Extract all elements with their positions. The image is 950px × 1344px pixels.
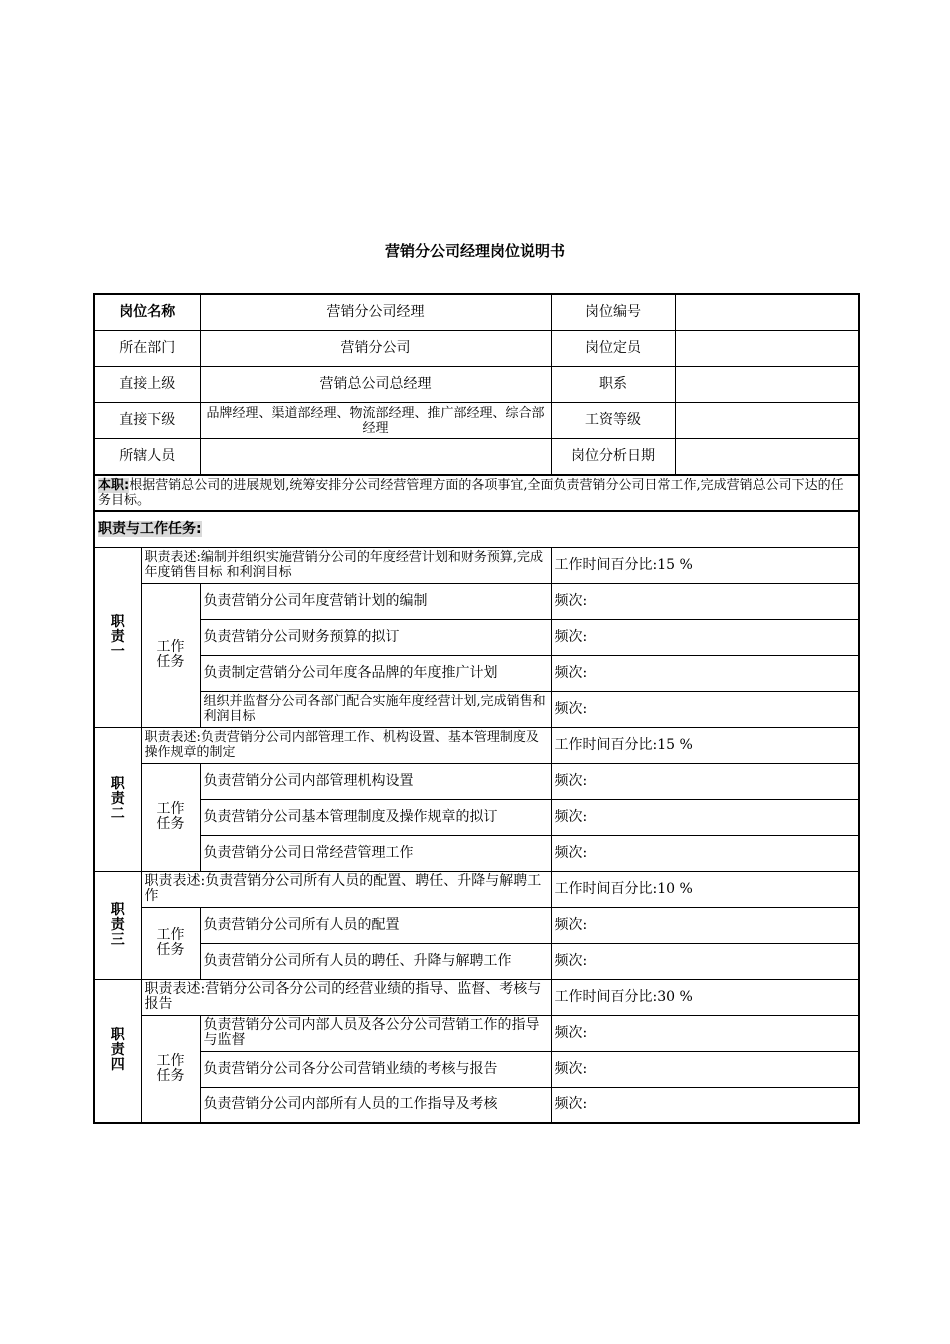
duty-4-task-label: 工作 任务 bbox=[141, 1015, 200, 1123]
duty-4-task-2-freq: 频次: bbox=[551, 1051, 859, 1087]
dept-value: 营销分公司 bbox=[200, 331, 551, 367]
info-row-subordinate bbox=[94, 403, 859, 439]
duty-3-task-2-freq: 频次: bbox=[551, 943, 859, 979]
duty-1-name: 职 责 一 bbox=[94, 547, 141, 727]
duty-1-task-4-freq: 频次: bbox=[551, 691, 859, 727]
duty-2-description: 职责表述:负责营销分公司内部管理工作、机构设置、基本管理制度及操作规章的制定 bbox=[141, 727, 551, 763]
duty-3-task-row bbox=[94, 943, 859, 979]
salary-label: 工资等级 bbox=[551, 403, 675, 439]
info-row-position bbox=[94, 294, 859, 331]
duty-4-description: 职责表述:营销分公司各分公司的经营业绩的指导、监督、考核与报告 bbox=[141, 979, 551, 1015]
duty-1-task-row bbox=[94, 583, 859, 619]
duty-2-time-pct: 工作时间百分比:15 % bbox=[551, 727, 859, 763]
duty-2-name: 职 责 二 bbox=[94, 727, 141, 871]
duty-2-task-row bbox=[94, 835, 859, 871]
duty-4-task-row bbox=[94, 1087, 859, 1123]
duty-3-desc-row bbox=[94, 871, 859, 907]
duty-4-task-2: 负责营销分公司各分公司营销业绩的考核与报告 bbox=[200, 1051, 551, 1087]
analysis-date-label: 岗位分析日期 bbox=[551, 439, 675, 476]
headcount-value bbox=[675, 331, 859, 367]
duty-1-task-row bbox=[94, 619, 859, 655]
duty-1-task-row bbox=[94, 655, 859, 691]
duty-4-task-row bbox=[94, 1051, 859, 1087]
duty-2-task-label: 工作 任务 bbox=[141, 763, 200, 871]
duty-3-task-row bbox=[94, 907, 859, 943]
duty-3-name: 职 责 三 bbox=[94, 871, 141, 979]
duty-2-task-1-freq: 频次: bbox=[551, 763, 859, 799]
responsibilities-header-label: 职责与工作任务: bbox=[98, 520, 202, 537]
duty-2-task-row bbox=[94, 763, 859, 799]
duty-3-task-label: 工作 任务 bbox=[141, 907, 200, 979]
duty-1-task-2: 负责营销分公司财务预算的拟订 bbox=[200, 619, 551, 655]
duty-4-name: 职 责 四 bbox=[94, 979, 141, 1123]
duty-1-task-3: 负责制定营销分公司年度各品牌的年度推广计划 bbox=[200, 655, 551, 691]
duty-2-desc-row bbox=[94, 727, 859, 763]
document-title: 营销分公司经理岗位说明书 bbox=[384, 242, 565, 260]
duty-2-task-1: 负责营销分公司内部管理机构设置 bbox=[200, 763, 551, 799]
job-description-table bbox=[93, 293, 860, 1124]
superior-label: 直接上级 bbox=[94, 367, 200, 403]
info-row-dept bbox=[94, 331, 859, 367]
duty-2-task-3: 负责营销分公司日常经营管理工作 bbox=[200, 835, 551, 871]
position-name-label: 岗位名称 bbox=[94, 294, 200, 331]
duty-1-time-pct: 工作时间百分比:15 % bbox=[551, 547, 859, 583]
duty-1-task-1: 负责营销分公司年度营销计划的编制 bbox=[200, 583, 551, 619]
duty-3-task-2: 负责营销分公司所有人员的聘任、升降与解聘工作 bbox=[200, 943, 551, 979]
duty-1-task-label: 工作 任务 bbox=[141, 583, 200, 727]
duty-2-task-3-freq: 频次: bbox=[551, 835, 859, 871]
staff-value bbox=[200, 439, 551, 476]
duty-1-task-1-freq: 频次: bbox=[551, 583, 859, 619]
duty-3-description: 职责表述:负责营销分公司所有人员的配置、聘任、升降与解聘工作 bbox=[141, 871, 551, 907]
superior-value: 营销总公司总经理 bbox=[200, 367, 551, 403]
duty-1-description: 职责表述:编制并组织实施营销分公司的年度经营计划和财务预算,完成年度销售目标 和利润目标 bbox=[141, 547, 551, 583]
responsibilities-header-row bbox=[94, 511, 859, 547]
duty-1-task-2-freq: 频次: bbox=[551, 619, 859, 655]
duty-4-task-3: 负责营销分公司内部所有人员的工作指导及考核 bbox=[200, 1087, 551, 1123]
subordinate-label: 直接下级 bbox=[94, 403, 200, 439]
position-name-value: 营销分公司经理 bbox=[200, 294, 551, 331]
duty-4-time-pct: 工作时间百分比:30 % bbox=[551, 979, 859, 1015]
subordinate-value: 品牌经理、渠道部经理、物流部经理、推广部经理、综合部经理 bbox=[200, 403, 551, 439]
info-row-superior bbox=[94, 367, 859, 403]
duty-4-task-1-freq: 频次: bbox=[551, 1015, 859, 1051]
duty-4-desc-row bbox=[94, 979, 859, 1015]
duty-2-task-row bbox=[94, 799, 859, 835]
duty-2-task-2: 负责营销分公司基本管理制度及操作规章的拟订 bbox=[200, 799, 551, 835]
duty-summary-label: 本职: bbox=[98, 478, 130, 493]
position-no-value bbox=[675, 294, 859, 331]
salary-value bbox=[675, 403, 859, 439]
duty-4-task-3-freq: 频次: bbox=[551, 1087, 859, 1123]
analysis-date-value bbox=[675, 439, 859, 476]
responsibilities-header bbox=[94, 511, 859, 547]
duty-1-task-4: 组织并监督分公司各部门配合实施年度经营计划,完成销售和利润目标 bbox=[200, 691, 551, 727]
duty-3-time-pct: 工作时间百分比:10 % bbox=[551, 871, 859, 907]
series-value bbox=[675, 367, 859, 403]
duty-1-task-3-freq: 频次: bbox=[551, 655, 859, 691]
dept-label: 所在部门 bbox=[94, 331, 200, 367]
duty-4-task-1: 负责营销分公司内部人员及各公分公司营销工作的指导与监督 bbox=[200, 1015, 551, 1051]
duty-summary bbox=[94, 475, 859, 511]
duty-3-task-1: 负责营销分公司所有人员的配置 bbox=[200, 907, 551, 943]
duty-1-desc-row bbox=[94, 547, 859, 583]
position-no-label: 岗位编号 bbox=[551, 294, 675, 331]
info-row-staff bbox=[94, 439, 859, 476]
duty-summary-text: 根据营销总公司的进展规划,统筹安排分公司经营管理方面的各项事宜,全面负责营销分公司日常工作,完成营销总公司下达的任务目标。 bbox=[98, 478, 844, 508]
series-label: 职系 bbox=[551, 367, 675, 403]
headcount-label: 岗位定员 bbox=[551, 331, 675, 367]
duty-4-task-row bbox=[94, 1015, 859, 1051]
duty-1-task-row bbox=[94, 691, 859, 727]
duty-2-task-2-freq: 频次: bbox=[551, 799, 859, 835]
duty-3-task-1-freq: 频次: bbox=[551, 907, 859, 943]
duty-summary-row bbox=[94, 475, 859, 511]
staff-label: 所辖人员 bbox=[94, 439, 200, 476]
